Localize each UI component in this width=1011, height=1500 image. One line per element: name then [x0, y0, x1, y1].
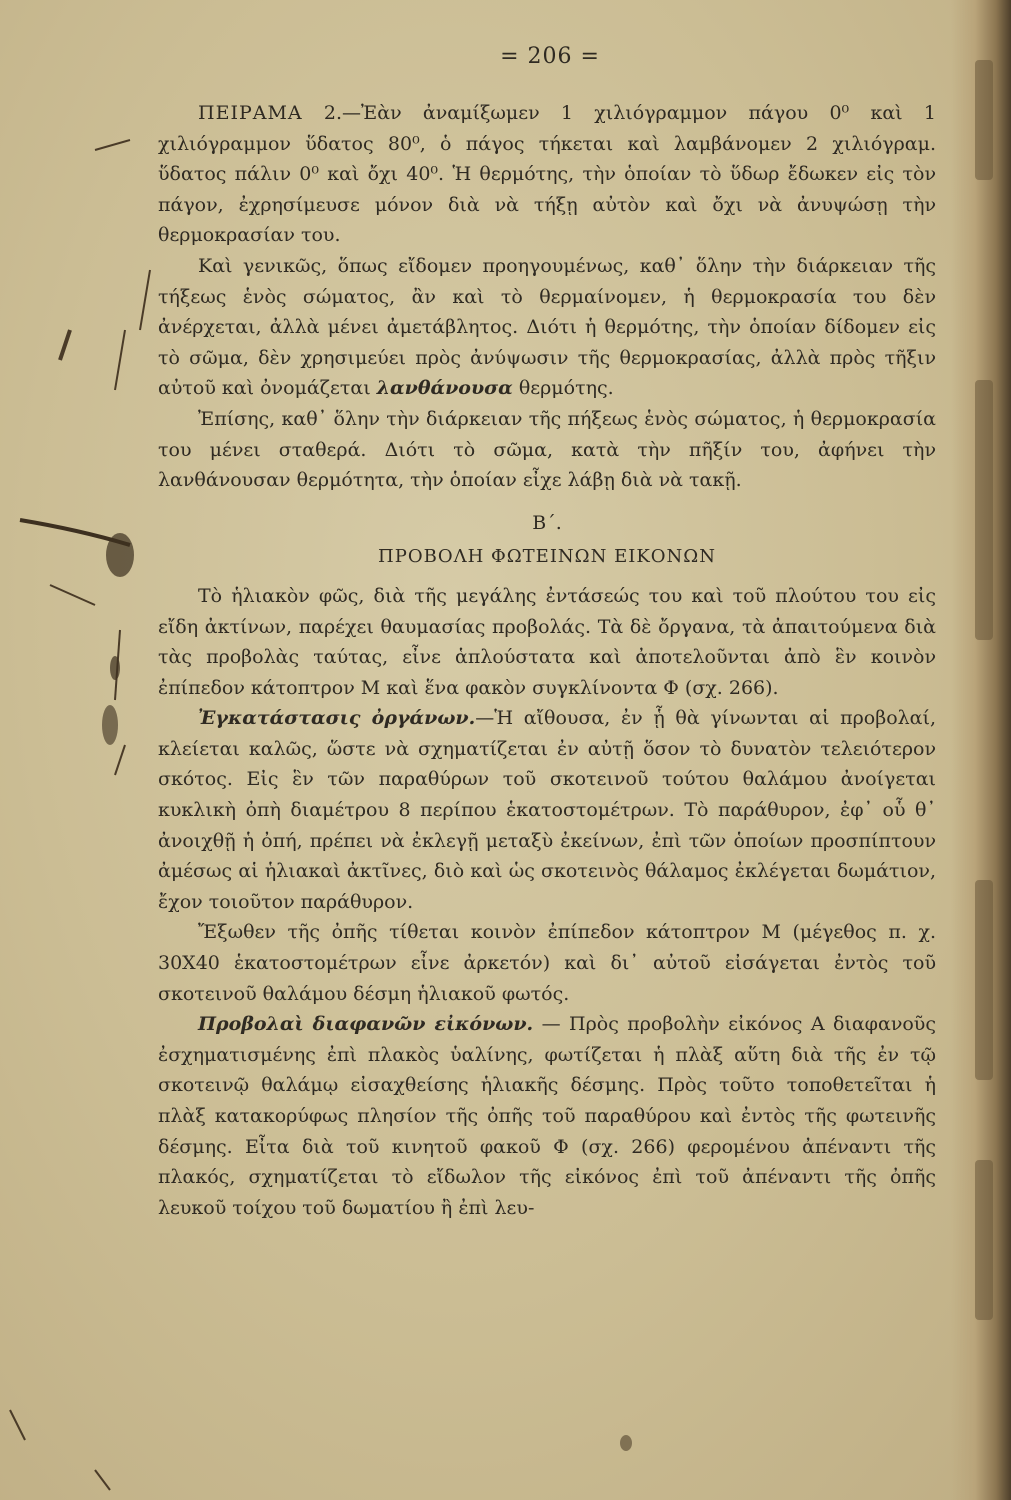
paragraph-text: Τὸ ἡλιακὸν φῶς, διὰ τῆς μεγάλης ἐντάσεώς του καὶ τοῦ πλούτου του εἰς εἴδη ἀκτίνων, παρέχει θαυμασίας προβολάς. Τὰ δὲ ὄργανα, τὰ ἀπαιτούμενα διὰ τὰς προβολὰς ταύτας, εἶνε ἁπλούστατα καὶ ἀποτελοῦνται ἀπὸ ἓν κοινὸν ἐπίπεδον κάτοπτρον Μ καὶ ἕνα φακὸν συγκλίνοντα Φ (σχ. 266).	[158, 584, 936, 699]
paragraph-text: Καὶ γενικῶς, ὅπως εἴδομεν προηγουμένως, καθ᾿ ὅλην τὴν διάρκειαν τῆς τήξεως ἑνὸς σώματος, ἂν καὶ τὸ θερμαίνομεν, ἡ θερμοκρασία του δὲν ἀνέρχεται, ἀλλὰ μένει ἀμετάβλητος. Διότι ἡ θερμότης, τὴν ὁποίαν δίδομεν εἰς τὸ σῶμα, δὲν χρησιμεύει πρὸς ἀνύψωσιν τῆς θερμοκρασίας, ἀλλὰ πρὸς τῆξιν αὐτοῦ καὶ ὀνομάζεται	[158, 254, 936, 400]
paragraph	[158, 251, 936, 404]
paragraph	[158, 917, 936, 1009]
edge-damage	[975, 1160, 993, 1320]
edge-damage	[975, 60, 993, 180]
paragraph-text: Ἐπίσης, καθ᾿ ὅλην τὴν διάρκειαν τῆς πήξεως ἑνὸς σώματος, ἡ θερμοκρασία του μένει σταθερά. Διότι τὸ σῶμα, κατὰ τὴν πῆξίν του, ἀφήνει τὴν λανθάνουσαν θερμότητα, τὴν ὁποίαν εἶχε λάβῃ διὰ νὰ τακῇ.	[158, 407, 936, 492]
paragraph	[158, 404, 936, 496]
paragraph-text: θερμότης.	[512, 377, 614, 400]
paragraph-text: —Ἡ αἴθουσα, ἐν ᾗ θὰ γίνωνται αἱ προβολαί, κλείεται καλῶς, ὥστε νὰ σχηματίζεται ἐν αὐτῇ ὅσον τὸ δυνατὸν τελειότερον σκότος. Εἰς ἓν τῶν παραθύρων τοῦ σκοτεινοῦ τούτου θαλάμου ἀνοίγεται κυκλικὴ ὀπὴ διαμέτρου 8 περίπου ἑκατοστομέτρων. Τὸ παράθυρον, ἐφ᾿ οὗ θ᾿ ἀνοιχθῇ ἡ ὀπή, πρέπει νὰ ἐκλεγῇ μεταξὺ ἐκείνων, ἐπὶ τῶν ὁποίων προσπίπτουν ἀμέσως αἱ ἡλιακαὶ ἀκτῖνες, διὸ καὶ ὡς σκοτεινὸς θάλαμος ἐκλέγεται δωμάτιον, ἔχον τοιοῦτον παράθυρον.	[158, 707, 936, 913]
paragraph-text: 2.—Ἐὰν ἀναμίξωμεν 1 χιλιόγραμμον πάγου 0⁰ καὶ 1 χιλιόγραμμον ὕδατος 80⁰, ὁ πάγος τήκεται καὶ λαμβάνομεν 2 χιλιόγραμ. ὕδατος πάλιν 0⁰ καὶ ὄχι 40⁰. Ἡ θερμότης, τὴν ὁποίαν τὸ ὕδωρ ἔδωκεν εἰς τὸν πάγον, ἐχρησίμευσε μόνον διὰ νὰ τήξῃ αὐτὸν καὶ ὄχι νὰ ἀνυψώσῃ τὴν θερμοκρασίαν του.	[158, 102, 936, 247]
emphasized-term: λανθάνουσα	[376, 377, 513, 400]
paragraph	[158, 703, 936, 917]
subsection-heading: Ἐγκατάστασις ὀργάνων.	[198, 707, 476, 730]
margin-stains	[0, 0, 160, 1500]
paragraph-text: — Πρὸς προβολὴν εἰκόνος Α διαφανοῦς ἐσχηματισμένης ἐπὶ πλακὸς ὑαλίνης, φωτίζεται ἡ πλὰξ αὕτη διὰ τῆς ἐν τῷ σκοτεινῷ θαλάμῳ εἰσαχθείσης ἡλιακῆς δέσμης. Πρὸς τοῦτο τοποθετεῖται ἡ πλὰξ κατακορύφως πλησίον τῆς ὀπῆς τοῦ παραθύρου καὶ ἐντὸς τῆς φωτεινῆς δέσμης. Εἶτα διὰ τοῦ κινητοῦ φακοῦ Φ (σχ. 266) φερομένου ἀπέναντι τῆς πλακός, σχηματίζεται τὸ εἴδωλον τῆς εἰκόνος ἐπὶ τοῦ ἀπέναντι τῆς ὀπῆς λευκοῦ τοίχου τοῦ δωματίου ἢ ἐπὶ λευ-	[158, 1013, 937, 1219]
edge-damage	[975, 880, 993, 1080]
paragraph	[158, 1009, 936, 1223]
subsection-heading: Προβολαὶ διαφανῶν εἰκόνων.	[198, 1013, 534, 1036]
edge-damage	[975, 380, 993, 640]
page-text	[158, 98, 936, 1223]
experiment-label: ΠΕΙΡΑΜΑ	[198, 102, 303, 124]
page-number: = 206 =	[500, 44, 600, 69]
section-title: ΠΡΟΒΟΛΗ ΦΩΤΕΙΝΩΝ ΕΙΚΟΝΩΝ	[378, 546, 716, 568]
ink-stain	[620, 1435, 632, 1451]
paragraph	[158, 98, 936, 251]
paragraph-text: Ἔξωθεν τῆς ὀπῆς τίθεται κοινὸν ἐπίπεδον κάτοπτρον Μ (μέγεθος π. χ. 30Χ40 ἑκατοστομέτρων εἶνε ἀρκετόν) καὶ δι᾿ αὐτοῦ εἰσάγεται ἐντὸς τοῦ σκοτεινοῦ θαλάμου δέσμη ἡλιακοῦ φωτός.	[158, 921, 936, 1005]
section-number: Β΄.	[532, 511, 562, 534]
paragraph	[158, 581, 936, 703]
